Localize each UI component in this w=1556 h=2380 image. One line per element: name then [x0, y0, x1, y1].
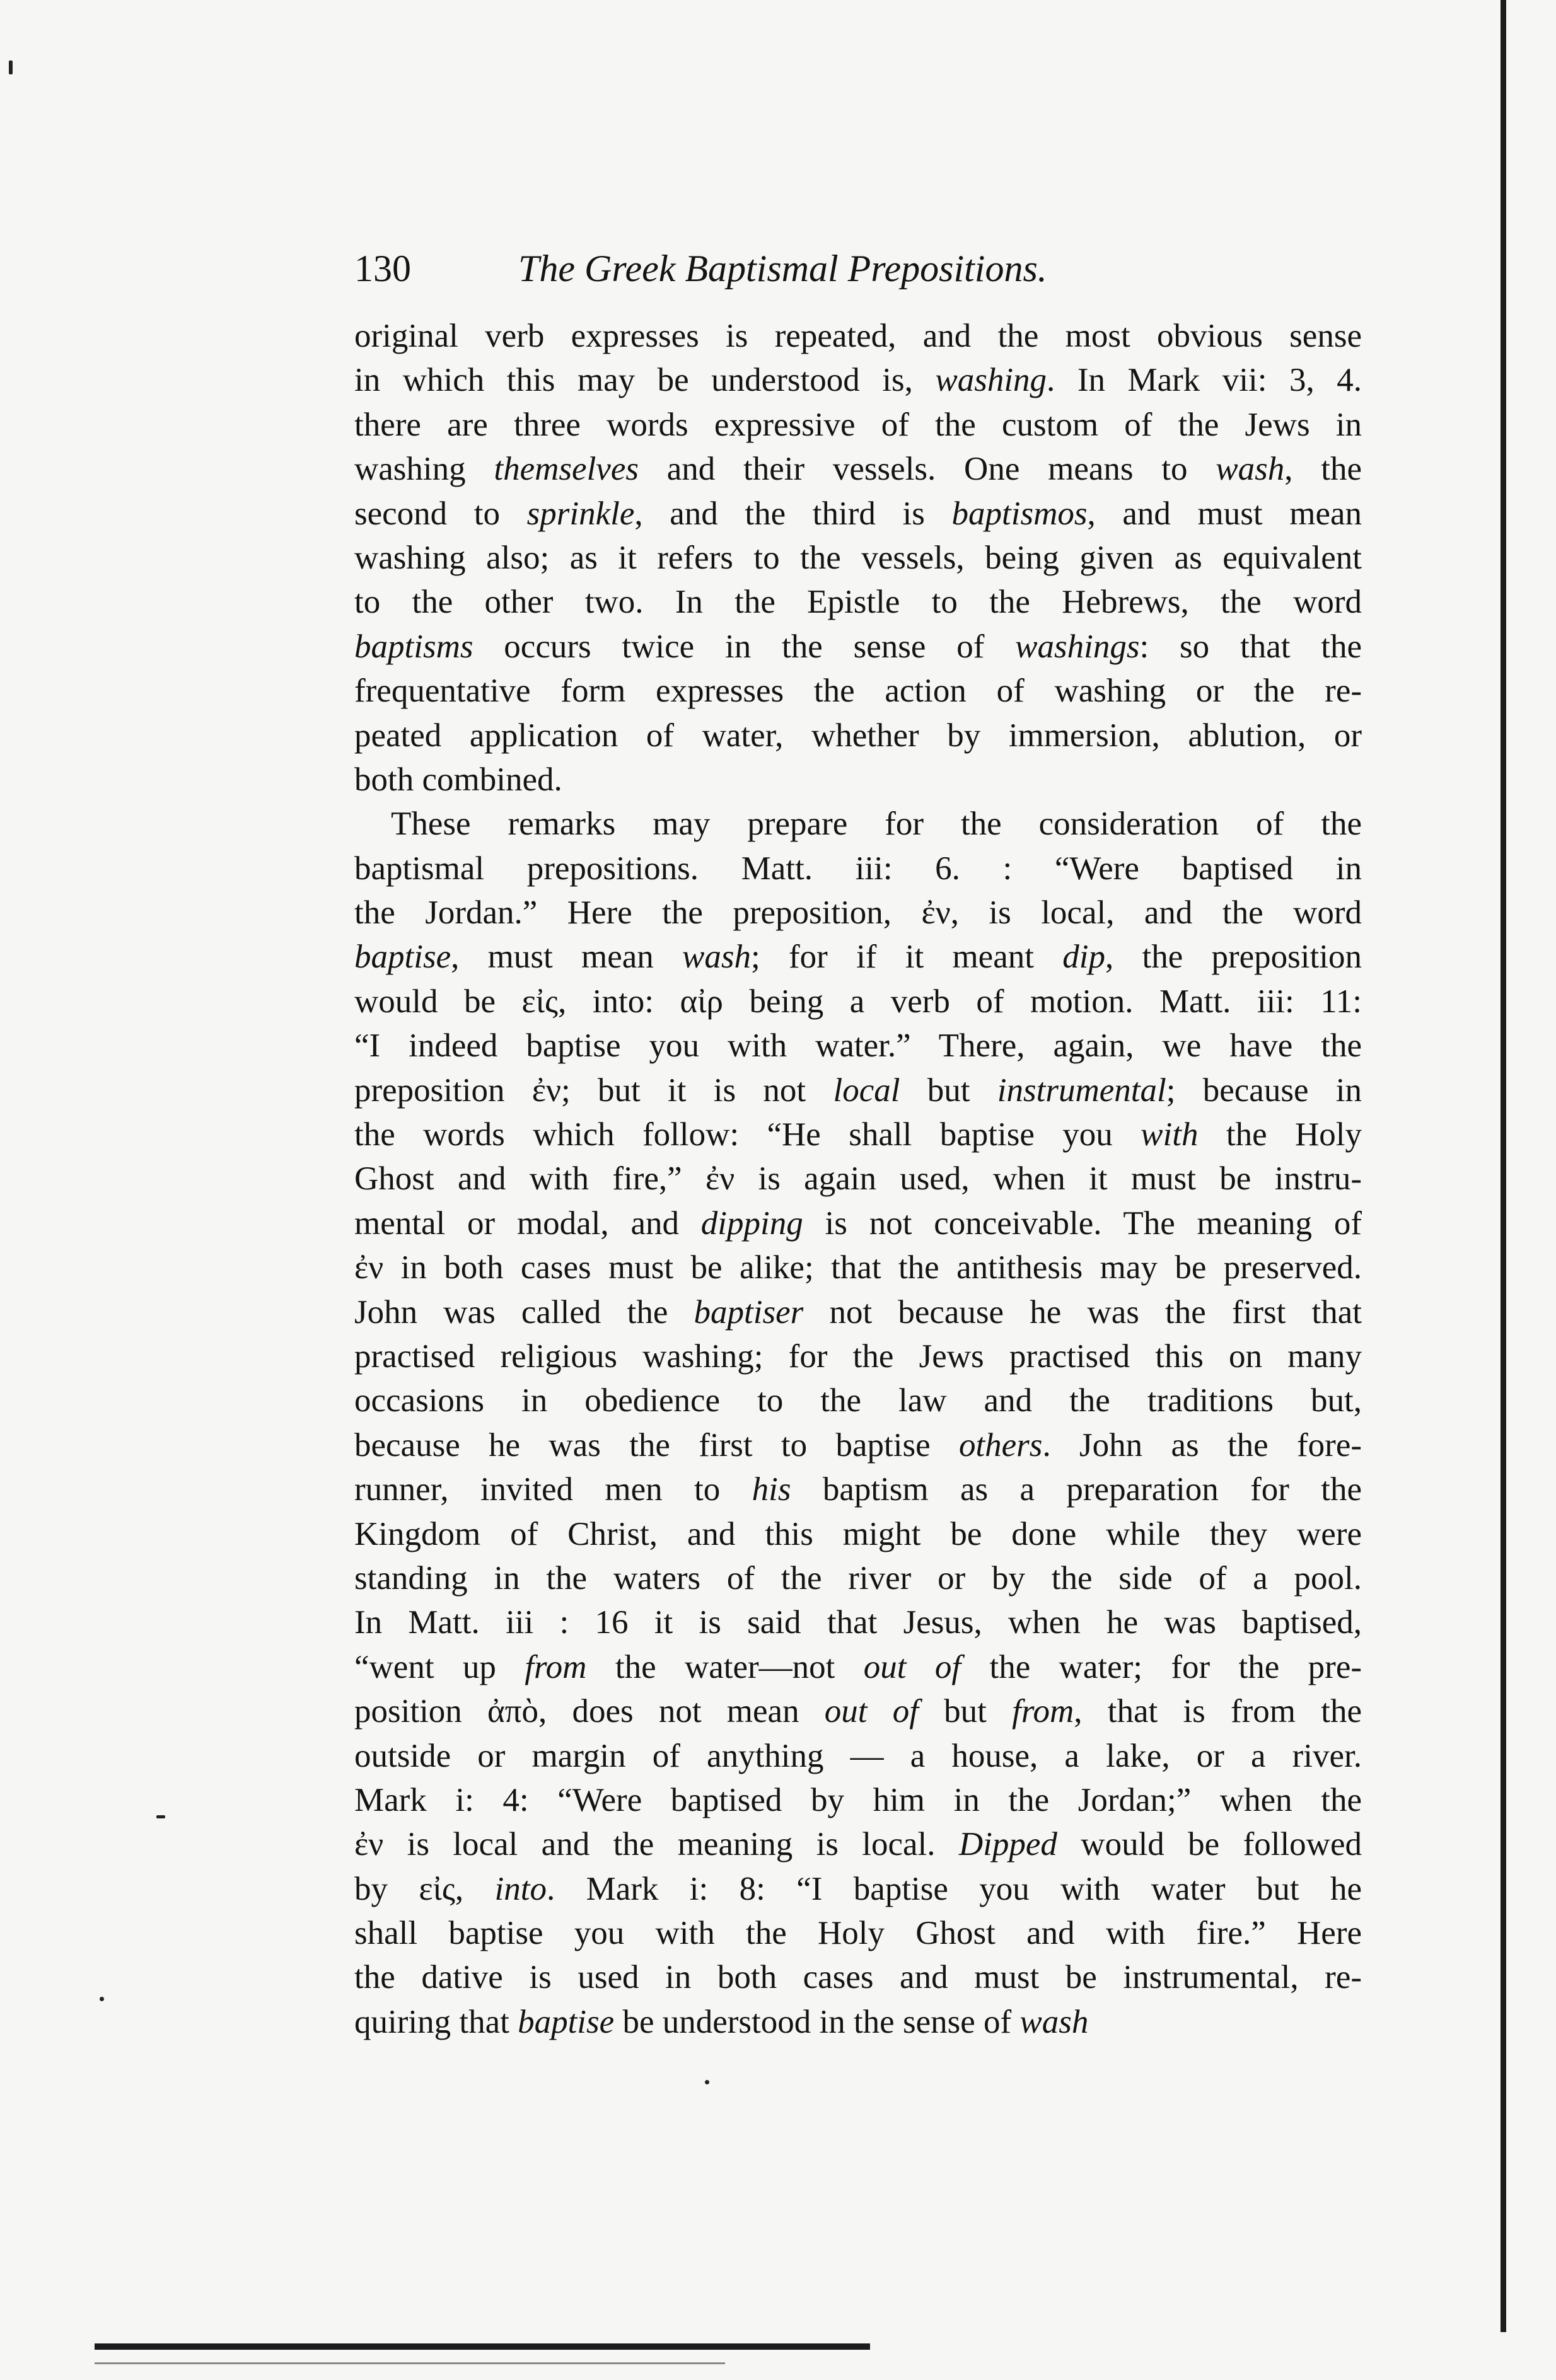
text-line: In Matt. iii : 16 it is said that Jesus, when he was baptised, [354, 1604, 1362, 1641]
text-line: Kingdom of Christ, and this might be done while they were [354, 1515, 1362, 1552]
text-line: the Jordan.” Here the preposition, ἐν, is local, and the word [354, 894, 1362, 932]
text-line: Ghost and with fire,” ἐν is again used, when it must be instru- [354, 1160, 1362, 1198]
text-line: baptise, must mean wash; for if it meant dip, the preposition [354, 939, 1362, 976]
text-line: occasions in obedience to the law and the traditions but, [354, 1382, 1362, 1419]
text-line: would be εἰς, into: αἰρ being a verb of motion. Matt. iii: 11: [354, 983, 1362, 1020]
text-line: preposition ἐν; but it is not local but instrumental; because in [354, 1072, 1362, 1109]
ink-speck [100, 1997, 104, 2001]
text-line: Mark i: 4: “Were baptised by him in the Jordan;” when the [354, 1781, 1362, 1818]
text-line: frequentative form expresses the action of washing or the re- [354, 673, 1362, 710]
text-line: John was called the baptiser not because he was the first that [354, 1293, 1362, 1331]
text-line: outside or margin of anything — a house, a lake, or a river. [354, 1737, 1362, 1774]
text-line: position ἀπὸ, does not mean out of but from, that is from the [354, 1693, 1362, 1730]
body-text [354, 314, 1362, 2044]
text-line: peated application of water, whether by immersion, ablution, or [354, 717, 1362, 754]
text-line: quiring that baptise be understood in the sense of wash [354, 2003, 1089, 2040]
page-number: 130 [354, 248, 411, 289]
bottom-rule [95, 2343, 870, 2350]
text-line: washing themselves and their vessels. One means to wash, the [354, 451, 1362, 488]
text-line: second to sprinkle, and the third is baptismos, and must mean [354, 495, 1362, 532]
text-line: to the other two. In the Epistle to the Hebrews, the word [354, 584, 1362, 621]
text-line: These remarks may prepare for the consideration of the [391, 806, 1362, 843]
text-line: “went up from the water—not out of the water; for the pre- [354, 1648, 1362, 1685]
text-line: shall baptise you with the Holy Ghost and with fire.” Here [354, 1915, 1362, 1952]
text-line: “I indeed baptise you with water.” There, again, we have the [354, 1027, 1362, 1065]
text-line: there are three words expressive of the custom of the Jews in [354, 406, 1362, 443]
text-line: the words which follow: “He shall baptise you with the Holy [354, 1116, 1362, 1153]
ink-speck [156, 1815, 165, 1818]
text-line: standing in the waters of the river or by the side of a pool. [354, 1559, 1362, 1597]
page-edge-rule [1501, 0, 1506, 2332]
text-line: washing also; as it refers to the vessels, being given as equivalent [354, 539, 1362, 576]
text-line: runner, invited men to his baptism as a preparation for the [354, 1471, 1362, 1508]
bottom-rule-thin [95, 2362, 725, 2364]
text-line: mental or modal, and dipping is not conceivable. The meaning of [354, 1204, 1362, 1242]
text-line: baptismal prepositions. Matt. iii: 6. : “Were baptised in [354, 850, 1362, 887]
text-line: because he was the first to baptise others. John as the fore- [354, 1426, 1362, 1464]
ink-speck [705, 2080, 709, 2084]
text-line: both combined. [354, 761, 562, 798]
text-line: original verb expresses is repeated, and the most obvious sense [354, 318, 1362, 354]
ink-speck [9, 61, 13, 74]
text-line: ἐν in both cases must be alike; that the antithesis may be preserved. [354, 1249, 1362, 1286]
text-line: the dative is used in both cases and must be instrumental, re- [354, 1959, 1362, 1996]
text-line: in which this may be understood is, washing. In Mark vii: 3, 4. [354, 362, 1362, 399]
running-title: The Greek Baptismal Prepositions. [518, 248, 1047, 289]
text-line: by εἰς, into. Mark i: 8: “I baptise you with water but he [354, 1870, 1362, 1907]
text-line: baptisms occurs twice in the sense of washings: so that the [354, 628, 1362, 665]
text-line: ἐν is local and the meaning is local. Dipped would be followed [354, 1826, 1362, 1863]
page-header [354, 247, 1363, 291]
text-line: practised religious washing; for the Jews practised this on many [354, 1337, 1362, 1375]
